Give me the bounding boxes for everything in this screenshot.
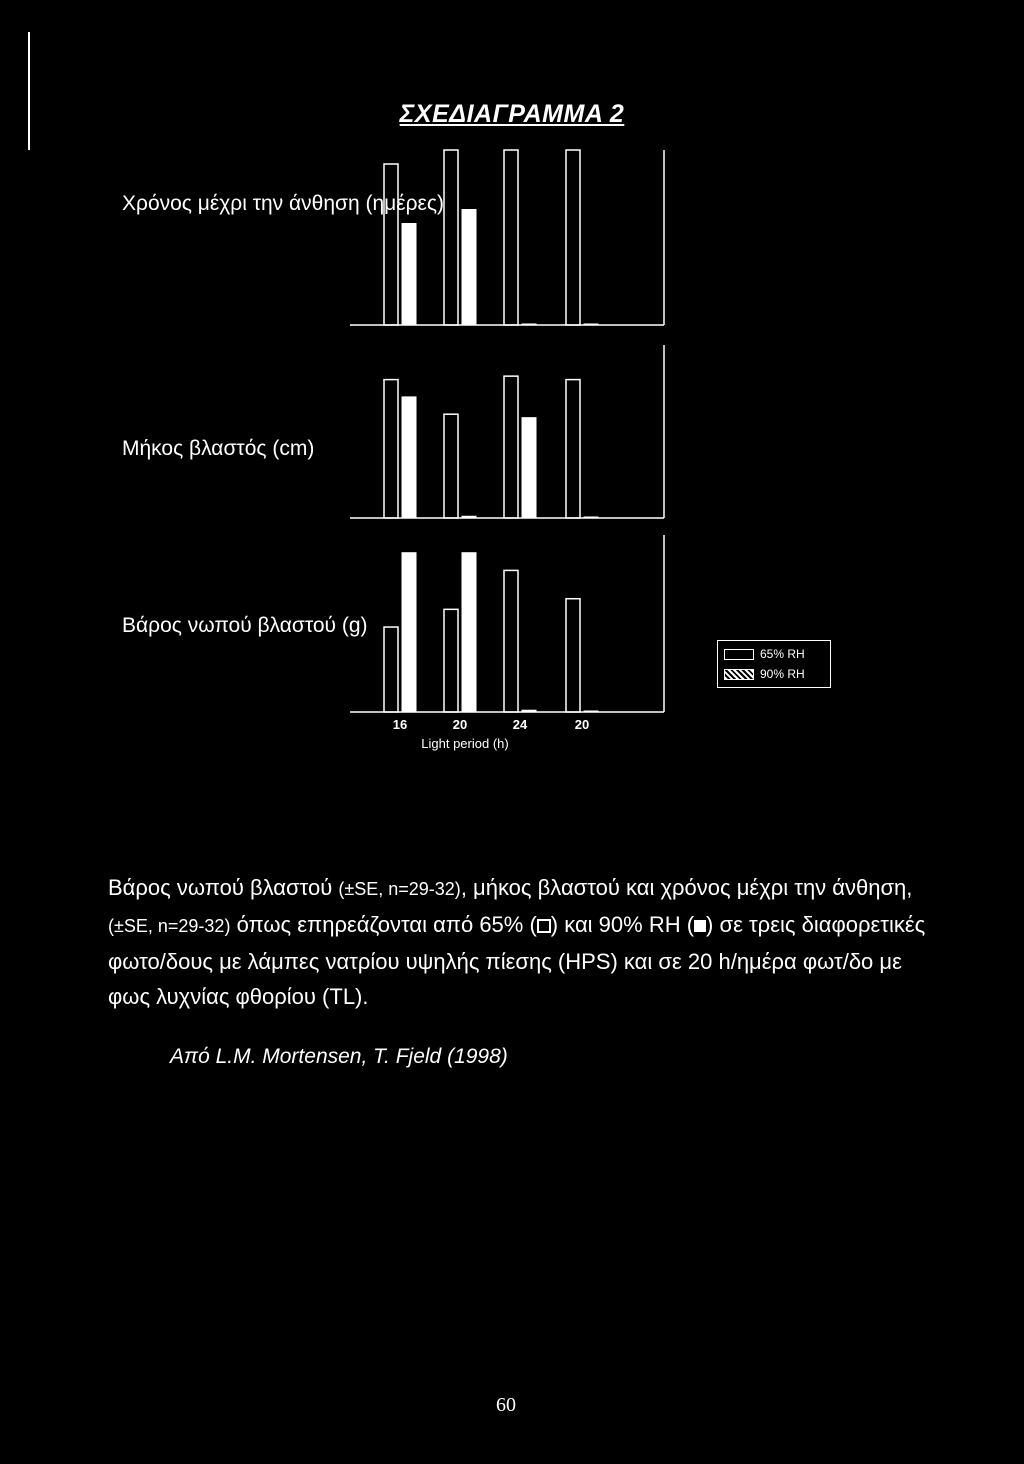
- bar-panel1-rh90-cat2: [462, 210, 476, 326]
- bar-panel1-rh65-cat3: [504, 150, 518, 325]
- bar-panel1-rh65-cat4: [566, 150, 580, 325]
- bar-panel1-rh90-cat1: [402, 224, 416, 326]
- bar-panel2-rh90-cat4: [584, 517, 598, 518]
- chart-legend: [717, 640, 831, 688]
- legend-item-90: [718, 664, 830, 684]
- panel-3-ylabel: Βάρος νωπού βλαστού (g): [122, 614, 368, 637]
- bar-panel2-rh90-cat3: [522, 418, 536, 518]
- bar-panel2-rh90-cat1: [402, 397, 416, 518]
- caption-part-5: ) σε τρεις διαφορετικές φωτο/δους με λάμπες νατρίου υψηλής πίεσης (HPS) και σε 20 h/ημέρα φωτ/δο με φως λυχνίας φθορίου (TL).: [108, 912, 926, 1009]
- panel-2-ylabel: Μήκος βλαστός (cm): [122, 437, 315, 460]
- bar-panel3-rh65-cat1: [384, 627, 398, 712]
- source-citation: Από L.M. Mortensen, T. Fjeld (1998): [170, 1045, 508, 1068]
- bar-panel3-rh90-cat2: [462, 553, 476, 712]
- bar-chart: [330, 140, 690, 760]
- x-tick-label-4: 20: [574, 717, 590, 732]
- bar-panel2-rh65-cat1: [384, 380, 398, 518]
- x-tick-label-2: 20: [452, 717, 468, 732]
- bar-panel1-rh65-cat2: [444, 150, 458, 325]
- bar-panel1-rh65-cat1: [384, 164, 398, 325]
- bar-panel2-rh65-cat2: [444, 414, 458, 518]
- legend-label-90: 90% RH: [760, 667, 805, 681]
- caption-stats-1: (±SE, n=29-32): [338, 879, 461, 899]
- bar-panel1-rh90-cat3: [522, 324, 536, 325]
- page-title: ΣΧΕΔΙΑΓΡΑΜΜΑ 2: [399, 100, 625, 128]
- legend-label-65: 65% RH: [760, 647, 805, 661]
- bar-panel3-rh90-cat3: [522, 710, 536, 712]
- bar-panel3-rh65-cat3: [504, 570, 518, 712]
- caption-part-4: ) και 90% RH (: [550, 912, 695, 937]
- figure-caption: [108, 870, 928, 1014]
- bar-panel2-rh65-cat3: [504, 376, 518, 518]
- open-square-symbol: [537, 919, 551, 933]
- bar-panel3-rh65-cat2: [444, 609, 458, 712]
- caption-stats-2: (±SE, n=29-32): [108, 916, 231, 936]
- page-number: 60: [496, 1394, 516, 1416]
- legend-item-65: [718, 644, 830, 664]
- x-tick-label-1: 16: [392, 717, 408, 732]
- scan-edge-line: [28, 32, 30, 150]
- bar-panel2-rh90-cat2: [462, 516, 476, 518]
- bar-panel2-rh65-cat4: [566, 380, 580, 518]
- bar-panel1-rh90-cat4: [584, 324, 598, 325]
- bar-panel3-rh90-cat4: [584, 711, 598, 712]
- caption-part-3: όπως επηρεάζονται από 65% (: [230, 912, 537, 937]
- x-tick-label-3: 24: [512, 717, 528, 732]
- filled-square-symbol: [694, 920, 706, 932]
- caption-part-1: Βάρος νωπού βλαστού: [108, 875, 339, 900]
- bar-panel3-rh90-cat1: [402, 553, 416, 712]
- panel-1-ylabel: Χρόνος μέχρι την άνθηση (ημέρες): [122, 192, 445, 215]
- caption-part-2: , μήκος βλαστού και χρόνος μέχρι την άνθηση,: [460, 875, 913, 900]
- legend-swatch-filled: [724, 669, 754, 680]
- x-axis-label: Light period (h): [421, 736, 509, 751]
- legend-swatch-open: [724, 649, 754, 660]
- bar-panel3-rh65-cat4: [566, 599, 580, 712]
